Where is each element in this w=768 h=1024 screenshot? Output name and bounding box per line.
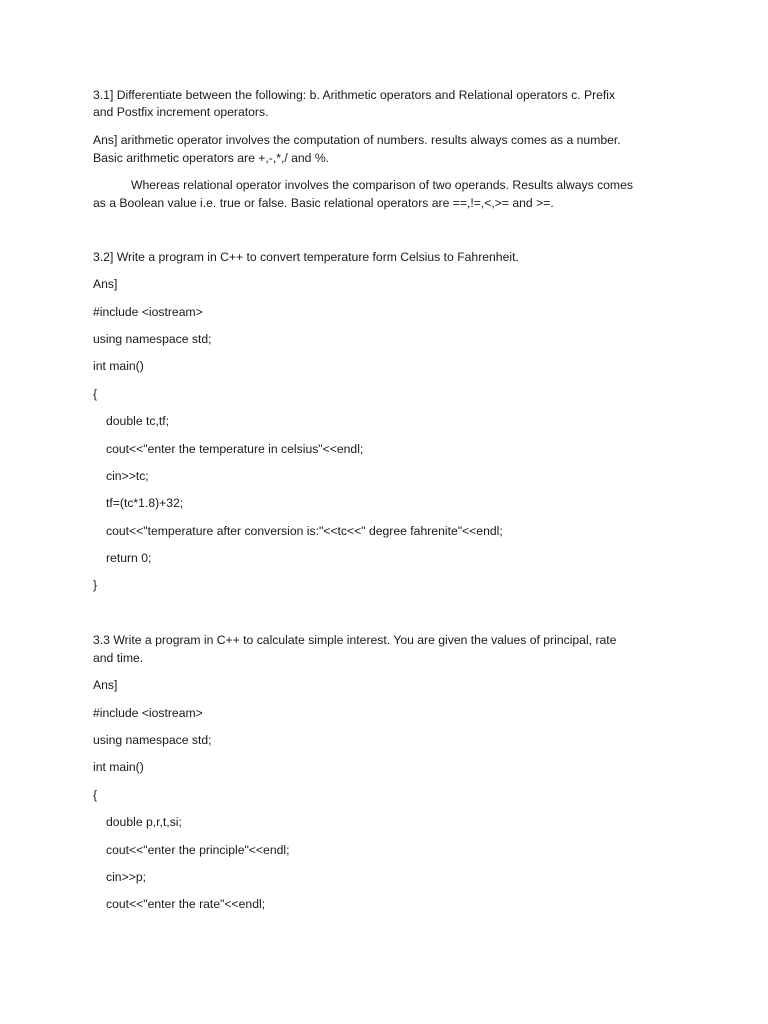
q31-answer-line2: Basic arithmetic operators are +,-,*,/ and %.: [93, 151, 330, 165]
q32-code-line: return 0;: [106, 551, 152, 565]
q33-code-line: #include <iostream>: [93, 706, 203, 720]
q33-question-line2: and time.: [93, 651, 144, 665]
q31-answer-line1: Ans] arithmetic operator involves the computation of numbers. results always comes as a number.: [93, 133, 621, 147]
q33-code-line: using namespace std;: [93, 733, 212, 747]
q32-question: 3.2] Write a program in C++ to convert temperature form Celsius to Fahrenheit.: [93, 250, 519, 264]
q33-code-line: cout<<"enter the rate"<<endl;: [106, 897, 266, 911]
q32-code-line: }: [93, 578, 98, 592]
q32-ans-label: Ans]: [93, 277, 118, 291]
q32-code-line: cout<<"temperature after conversion is:"<<tc<<" degree fahrenite"<<endl;: [106, 524, 503, 538]
q32-code-line: tf=(tc*1.8)+32;: [106, 496, 184, 510]
q31-answer-line4: as a Boolean value i.e. true or false. Basic relational operators are ==,!=,<,>= and >=.: [93, 196, 554, 210]
q33-code-line: {: [93, 788, 98, 802]
q31-question-line1: 3.1] Differentiate between the following: b. Arithmetic operators and Relational operators c. Prefix: [93, 88, 616, 102]
q33-question-line1: 3.3 Write a program in C++ to calculate simple interest. You are given the values of principal, rate: [93, 633, 617, 647]
q32-code-line: int main(): [93, 359, 144, 373]
q32-code-line: cin>>tc;: [106, 469, 149, 483]
q31-answer-line3: Whereas relational operator involves the comparison of two operands. Results always comes: [131, 178, 633, 192]
q32-code-line: double tc,tf;: [106, 414, 170, 428]
q33-code-line: cout<<"enter the principle"<<endl;: [106, 843, 290, 857]
q33-code-line: cin>>p;: [106, 870, 146, 884]
q32-code-line: using namespace std;: [93, 332, 212, 346]
q32-code-line: {: [93, 387, 98, 401]
q31-question-line2: and Postfix increment operators.: [93, 105, 269, 119]
q33-ans-label: Ans]: [93, 678, 118, 692]
q32-code-line: cout<<"enter the temperature in celsius"<<endl;: [106, 442, 364, 456]
q33-code-line: int main(): [93, 760, 144, 774]
q33-code-line: double p,r,t,si;: [106, 815, 182, 829]
q32-code-line: #include <iostream>: [93, 305, 203, 319]
